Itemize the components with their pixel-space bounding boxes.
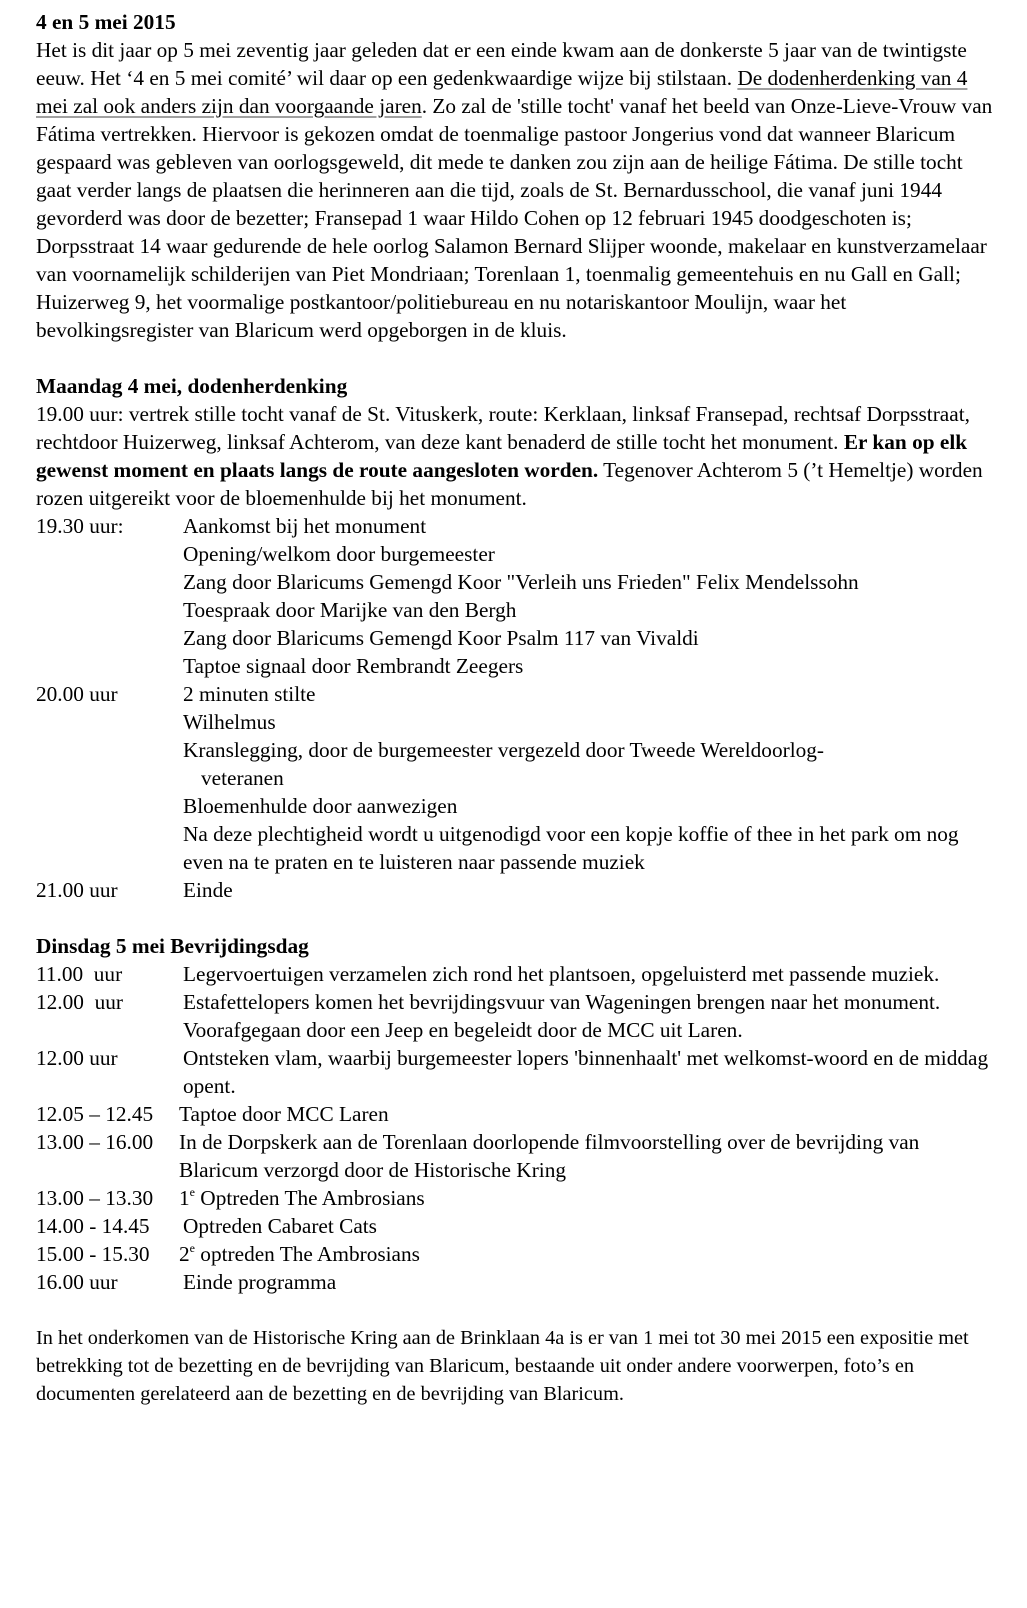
schedule-desc-text: optreden The Ambrosians xyxy=(194,1242,420,1266)
schedule-time xyxy=(36,652,183,680)
schedule-desc: Einde programma xyxy=(183,1270,337,1294)
schedule-time xyxy=(36,792,183,820)
exhibition-paragraph: In het onderkomen van de Historische Kring aan de Brinklaan 4a is er van 1 mei tot 30 mei 2015 een expositie met betrekking tot de bezetting en de bevrijding van Blaricum, bestaande uit onder andere voorwerpen, foto’s en documenten gerelateerd aan de bezetting en de bevrijding van Blaricum. xyxy=(36,1327,969,1405)
schedule-desc: Zang door Blaricums Gemengd Koor Psalm 117 van Vivaldi xyxy=(183,626,699,650)
schedule-time xyxy=(36,708,183,736)
ordinal-suffix: e xyxy=(189,1241,195,1255)
schedule-desc: Zang door Blaricums Gemengd Koor "Verleih uns Frieden" Felix Mendelssohn xyxy=(183,570,859,594)
schedule-desc: Estafettelopers komen het bevrijdingsvuur van Wageningen brengen naar het monument. Voorafgegaan door een Jeep en begeleidt door de MCC uit Laren. xyxy=(183,990,941,1042)
schedule-desc: Toespraak door Marijke van den Bergh xyxy=(183,598,517,622)
route-text-part1: 19.00 uur: vertrek stille tocht vanaf de St. Vituskerk, route: Kerklaan, linksaf Fransepad, rechtsaf Dorpsstraat, rechtdoor Huizerweg, linksaf Achterom, van deze kant benaderd de stille tocht het monument. xyxy=(36,402,970,454)
intro-paragraph xyxy=(36,36,996,344)
schedule-desc: Ontsteken vlam, waarbij burgemeester lopers 'binnenhaalt' met welkomst-woord en de middag opent. xyxy=(183,1046,989,1098)
schedule-time: 13.00 – 13.30 xyxy=(36,1186,154,1210)
monday-heading: Maandag 4 mei, dodenherdenking xyxy=(36,374,348,398)
spacer xyxy=(36,1296,996,1324)
tuesday-schedule xyxy=(36,960,996,1296)
intro-section xyxy=(36,8,996,344)
ordinal-number: 2 xyxy=(179,1242,190,1266)
schedule-desc xyxy=(179,1184,996,1212)
schedule-time: 20.00 uur xyxy=(36,682,118,706)
schedule-desc: Optreden Cabaret Cats xyxy=(183,1214,377,1238)
schedule-time xyxy=(36,764,183,792)
schedule-desc: Einde xyxy=(183,878,233,902)
schedule-desc xyxy=(179,1240,996,1268)
schedule-time xyxy=(36,736,183,764)
schedule-desc: Taptoe door MCC Laren xyxy=(179,1102,389,1126)
schedule-desc: Bloemenhulde door aanwezigen xyxy=(183,794,458,818)
schedule-time xyxy=(36,820,183,876)
schedule-time: 14.00 - 14.45 xyxy=(36,1214,150,1238)
schedule-time xyxy=(36,540,183,568)
schedule-desc: Legervoertuigen verzamelen zich rond het plantsoen, opgeluisterd met passende muziek. xyxy=(183,962,940,986)
schedule-time: 12.00 uur xyxy=(36,990,123,1014)
monday-schedule xyxy=(36,512,996,904)
schedule-desc: Wilhelmus xyxy=(183,710,276,734)
route-text-part2: Tegenover Achterom 5 (’t Hemeltje) worden rozen uitgereikt voor de bloemenhulde bij het monument. xyxy=(36,458,983,510)
schedule-time: 12.05 – 12.45 xyxy=(36,1102,154,1126)
schedule-time xyxy=(36,624,183,652)
schedule-desc: In de Dorpskerk aan de Torenlaan doorlopende filmvoorstelling over de bevrijding van Blaricum verzorgd door de Historische Kring xyxy=(179,1130,920,1182)
route-bold-notice: Er kan op elk gewenst moment en plaats langs de route aangesloten worden. xyxy=(36,430,968,482)
schedule-desc: Kranslegging, door de burgemeester vergezeld door Tweede Wereldoorlog- xyxy=(183,738,825,762)
schedule-time: 13.00 – 16.00 xyxy=(36,1130,154,1154)
schedule-desc: 2 minuten stilte xyxy=(183,682,316,706)
schedule-time xyxy=(36,596,183,624)
schedule-time: 12.00 uur xyxy=(36,1046,118,1070)
spacer xyxy=(36,904,996,932)
schedule-desc: Opening/welkom door burgemeester xyxy=(183,542,495,566)
schedule-time: 16.00 uur xyxy=(36,1270,118,1294)
schedule-time: 15.00 - 15.30 xyxy=(36,1242,150,1266)
schedule-time: 19.30 uur: xyxy=(36,514,124,538)
intro-text-part2: . Zo zal de 'stille tocht' vanaf het beeld van Onze-Lieve-Vrouw van Fátima vertrekken. Hiervoor is gekozen omdat de toenmalige pastoor Jongerius vond dat wanneer Blaricum gespaard was gebleven van oorlogsgeweld, dit mede te danken zou zijn aan de heilige Fátima. De stille tocht gaat verder langs de plaatsen die herinneren aan die tijd, zoals de St. Bernardusschool, die vanaf juni 1944 gevorderd was door de bezetter; Fransepad 1 waar Hildo Cohen op 12 februari 1945 doodgeschoten is; Dorpsstraat 14 waar gedurende de hele oorlog Salamon Bernard Slijper woonde, makelaar en kunstverzamelaar van voornamelijk schilderijen van Piet Mondriaan; Torenlaan 1, toenmalig gemeentehuis en nu Gall en Gall; Huizerweg 9, het voormalige postkantoor/politiebureau en nu notariskantoor Moulijn, waar het bevolkingsregister van Blaricum werd opgeborgen in de kluis. xyxy=(36,94,993,342)
monday-route-paragraph xyxy=(36,400,996,512)
exhibition-section xyxy=(36,1324,996,1408)
tuesday-section xyxy=(36,932,996,1296)
monday-section xyxy=(36,372,996,904)
ordinal-suffix: e xyxy=(189,1185,195,1199)
schedule-desc-continuation: veteranen xyxy=(201,766,284,790)
tuesday-heading: Dinsdag 5 mei Bevrijdingsdag xyxy=(36,934,309,958)
schedule-desc: Aankomst bij het monument xyxy=(183,514,427,538)
intro-text-part1: Het is dit jaar op 5 mei zeventig jaar geleden dat er een einde kwam aan de donkerste 5 jaar van de twintigste eeuw. Het ‘4 en 5 mei comité’ wil daar op een gedenkwaardige wijze bij stilstaan. xyxy=(36,38,967,90)
schedule-desc-text: Optreden The Ambrosians xyxy=(194,1186,425,1210)
ordinal-number: 1 xyxy=(179,1186,190,1210)
schedule-time xyxy=(36,568,183,596)
spacer xyxy=(36,344,996,372)
schedule-desc: Taptoe signaal door Rembrandt Zeegers xyxy=(183,654,524,678)
schedule-time: 11.00 uur xyxy=(36,962,123,986)
intro-underlined-text: De dodenherdenking van 4 mei zal ook anders zijn dan voorgaande jaren xyxy=(36,66,968,118)
schedule-time: 21.00 uur xyxy=(36,878,118,902)
document-title: 4 en 5 mei 2015 xyxy=(36,10,176,34)
schedule-desc: Na deze plechtigheid wordt u uitgenodigd voor een kopje koffie of thee in het park om nog even na te praten en te luisteren naar passende muziek xyxy=(183,822,959,874)
